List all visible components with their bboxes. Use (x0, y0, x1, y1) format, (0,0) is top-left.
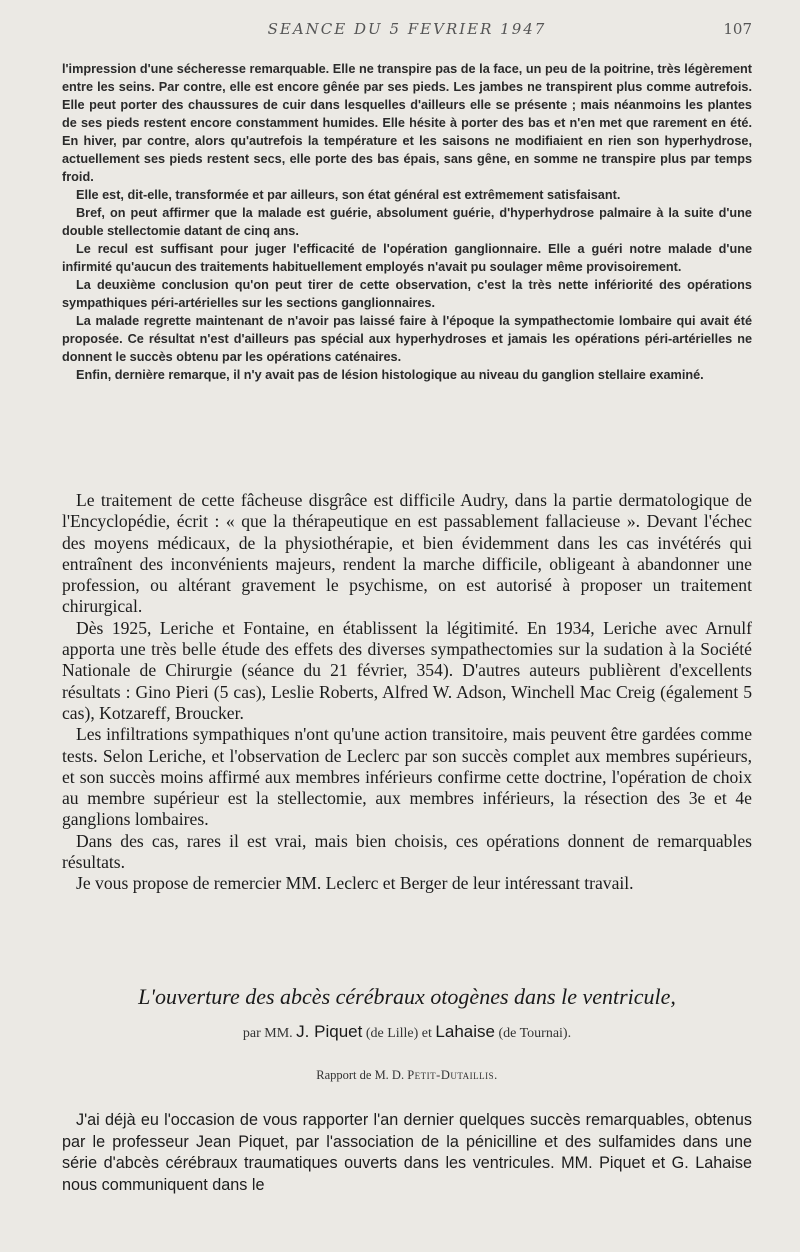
article-title: L'ouverture des abcès cérébraux otogènes dans le ventricule, (138, 984, 676, 1009)
paragraph: Le recul est suffisant pour juger l'efficacité de l'opération ganglionnaire. Elle a guéri notre malade d'une infirmité qu'aucun des traitements habituellement employés n'avait pu soulager même provisoirement. (62, 242, 752, 274)
article-authors (62, 1022, 752, 1042)
author-name: Lahaise (435, 1022, 495, 1041)
paragraph: J'ai déjà eu l'occasion de vous rapporter l'an dernier quelques succès remarquables, obtenus par le professeur Jean Piquet, par l'association de la pénicilline et des sulfamides dans une série d'abcès cérébraux traumatiques ouverts dans les ventricules. MM. Piquet et G. Lahaise nous communiquent dans le (62, 1111, 752, 1194)
page-number: 107 (723, 20, 752, 38)
discussion-section (62, 490, 752, 895)
paragraph: Je vous propose de remercier MM. Leclerc et Berger de leur intéressant travail. (76, 873, 634, 894)
report-line (62, 1068, 752, 1083)
paragraph: Dans des cas, rares il est vrai, mais bien choisis, ces opérations donnent de remarquables résultats. (62, 830, 752, 873)
paragraph: La deuxième conclusion qu'on peut tirer de cette observation, c'est la très nette infériorité des opérations sympathiques péri-artérielles sur les sections ganglionnaires. (62, 278, 752, 310)
paragraph: Le traitement de cette fâcheuse disgrâce est difficile Audry, dans la partie dermatologique de l'Encyclopédie, écrit : « que la thérapeutique en est passablement fallacieuse ». Devant l'échec des moyens médicaux, de la physiothérapie, et bien évidemment dans les cas invétérés qui entraînent des inconvénients majeurs, rendent la marche difficile, obligeant à abandonner une profession, ou altérant gravement le psychisme, on est autorisé à proposer un traitement chirurgical. (62, 490, 752, 617)
reporter-name: Petit-Dutaillis. (407, 1068, 498, 1082)
paragraph: Dès 1925, Leriche et Fontaine, en établissent la légitimité. En 1934, Leriche avec Arnulf apporta une très belle étude des effets des diverses sympathectomies sur la sudation à la Société Nationale de Chirurgie (séance du 21 février, 354). D'autres auteurs publièrent d'excellents résultats : Gino Pieri (5 cas), Leslie Roberts, Alfred W. Adson, Winchell Mac Creig (également 5 cas), Kotzareff, Broucker. (62, 617, 752, 723)
case-report-section (62, 60, 752, 384)
paragraph: l'impression d'une sécheresse remarquable. Elle ne transpire pas de la face, un peu de la poitrine, très légèrement entre les seins. Par contre, elle est encore gênée par ses pieds. Les jambes ne transpirent plus comme autrefois. Elle peut porter des chaussures de cuir dans lesquelles d'ailleurs elle se présente ; mais néanmoins les plantes de ses pieds restent encore constamment humides. Elle hésite à porter des bas et n'en met que rarement en été. En hiver, par contre, alors qu'autrefois la température et les saisons ne modifiaient en rien son hyperhydrose, actuellement ses pieds restent secs, elle porte des bas épais, sans gêne, en somme ne transpire plus par temps froid. (62, 62, 752, 184)
paragraph: Bref, on peut affirmer que la malade est guérie, absolument guérie, d'hyperhydrose palmaire à la suite d'une double stellectomie datant de cinq ans. (62, 206, 752, 238)
running-header (62, 20, 752, 42)
paragraph: Enfin, dernière remarque, il n'y avait pas de lésion histologique au niveau du ganglion stellaire examiné. (76, 368, 704, 382)
report-prefix: Rapport de M. D. (316, 1068, 405, 1082)
paragraph: La malade regrette maintenant de n'avoir pas laissé faire à l'époque la sympathectomie lombaire qui avait été proposée. Ce résultat n'est d'ailleurs pas spécial aux hyperhydroses et jamais les opérations péri-artérielles ne donnent le succès obtenu par les opérations caténaires. (62, 314, 752, 364)
paragraph: Elle est, dit-elle, transformée et par ailleurs, son état général est extrêmement satisfaisant. (76, 188, 621, 202)
author-affiliation: (de Tournai). (498, 1026, 572, 1041)
authors-prefix: par MM. (242, 1026, 293, 1041)
running-title: SEANCE DU 5 FEVRIER 1947 (267, 20, 547, 38)
article-body (62, 1110, 752, 1196)
paragraph: Les infiltrations sympathiques n'ont qu'une action transitoire, mais peuvent être gardées comme tests. Selon Leriche, et l'observation de Leclerc par son succès complet aux membres supérieurs, et son succès moins affirmé aux membres inférieurs confirme cette doctrine, l'opération de choix au membre supérieur est la stellectomie, aux membres inférieurs, la résection des 3e et 4e ganglions lombaires. (62, 724, 752, 830)
author-affiliation: (de Lille) et (365, 1026, 432, 1041)
author-name: J. Piquet (296, 1022, 363, 1041)
